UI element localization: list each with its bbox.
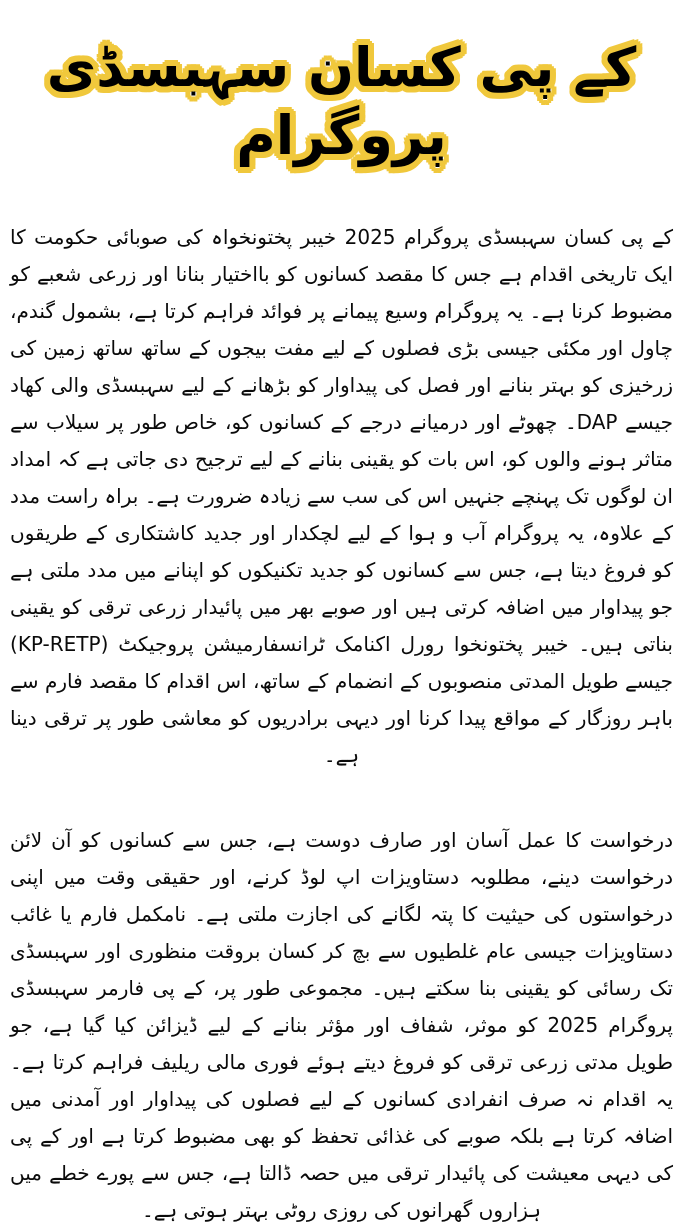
article-body [0, 213, 683, 1229]
page-title: کے پی کسان سہبسڈی پروگرام [46, 36, 637, 167]
body-paragraph-2: درخواست کا عمل آسان اور صارف دوست ہے، جس سے کسانوں کو آن لائن درخواست دینے، مطلوبہ دستاویزات اپ لوڈ کرنے، اور حقیقی وقت میں اپنی درخواستوں کی حیثیت کا پتہ لگانے کی اجازت ملتی ہے۔ نامکمل فارم یا غائب دستاویزات جیسی عام غلطیوں سے بچ کر کسان بروقت منظوری اور سہبسڈی تک رسائی کو یقینی بنا سکتے ہیں۔ مجموعی طور پر، کے پی فارمر سہبسڈی پروگرام 2025 کو موثر، شفاف اور مؤثر بنانے کے لیے ڈیزائن کیا گیا ہے، جو طویل مدتی زرعی ترقی کو فروغ دیتے ہوئے فوری مالی ریلیف فراہم کرتا ہے۔ یہ اقدام نہ صرف انفرادی کسانوں کے لیے فصلوں کی پیداوار اور آمدنی میں اضافہ کرتا ہے بلکہ صوبے کی غذائی تحفظ کو بھی مضبوط کرتا ہے اور کے پی کی دیہی معیشت کی پائیدار ترقی میں حصہ ڈالتا ہے، جس سے پورے خطے میں ہزاروں گھرانوں کی روزی روٹی بہتر ہوتی ہے۔ [10, 828, 673, 1222]
body-paragraph-1: کے پی کسان سہبسڈی پروگرام 2025 خیبر پختونخواہ کی صوبائی حکومت کا ایک تاریخی اقدام ہے جس کا مقصد کسانوں کو بااختیار بنانا اور زرعی شعبے کو مضبوط کرنا ہے۔ یہ پروگرام وسیع پیمانے پر فوائد فراہم کرتا ہے، بشمول گندم، چاول اور مکئی جیسی بڑی فصلوں کے لیے مفت بیجوں کے ساتھ ساتھ زمین کی زرخیزی کو بہتر بنانے اور فصل کی پیداوار کو بڑھانے کے لیے سہبسڈی والی کھاد جیسے DAP۔ چھوٹے اور درمیانے درجے کے کسانوں کو، خاص طور پر سیلاب سے متاثر ہونے والوں کو، اس بات کو یقینی بنانے کے لیے ترجیح دی جاتی ہے کہ امداد ان لوگوں تک پہنچے جنہیں اس کی سب سے زیادہ ضرورت ہے۔ براہ راست مدد کے علاوہ، یہ پروگرام آب و ہوا کے لیے لچکدار اور جدید کاشتکاری کے طریقوں کو فروغ دیتا ہے، جس سے کسانوں کو جدید تکنیکوں کو اپنانے میں مدد ملتی ہے جو پیداوار میں اضافہ کرتی ہیں اور صوبے بھر میں پائیدار زرعی ترقی کو یقینی بناتی ہیں۔ خیبر پختونخوا رورل اکنامک ٹرانسفارمیشن پروجیکٹ (KP-RETP) جیسے طویل المدتی منصوبوں کے انضمام کے ساتھ، اس اقدام کا مقصد فارم سے باہر روزگار کے مواقع پیدا کرنا اور دیہی برادریوں کو معاشی طور پر ترقی دینا ہے۔ [10, 225, 674, 767]
